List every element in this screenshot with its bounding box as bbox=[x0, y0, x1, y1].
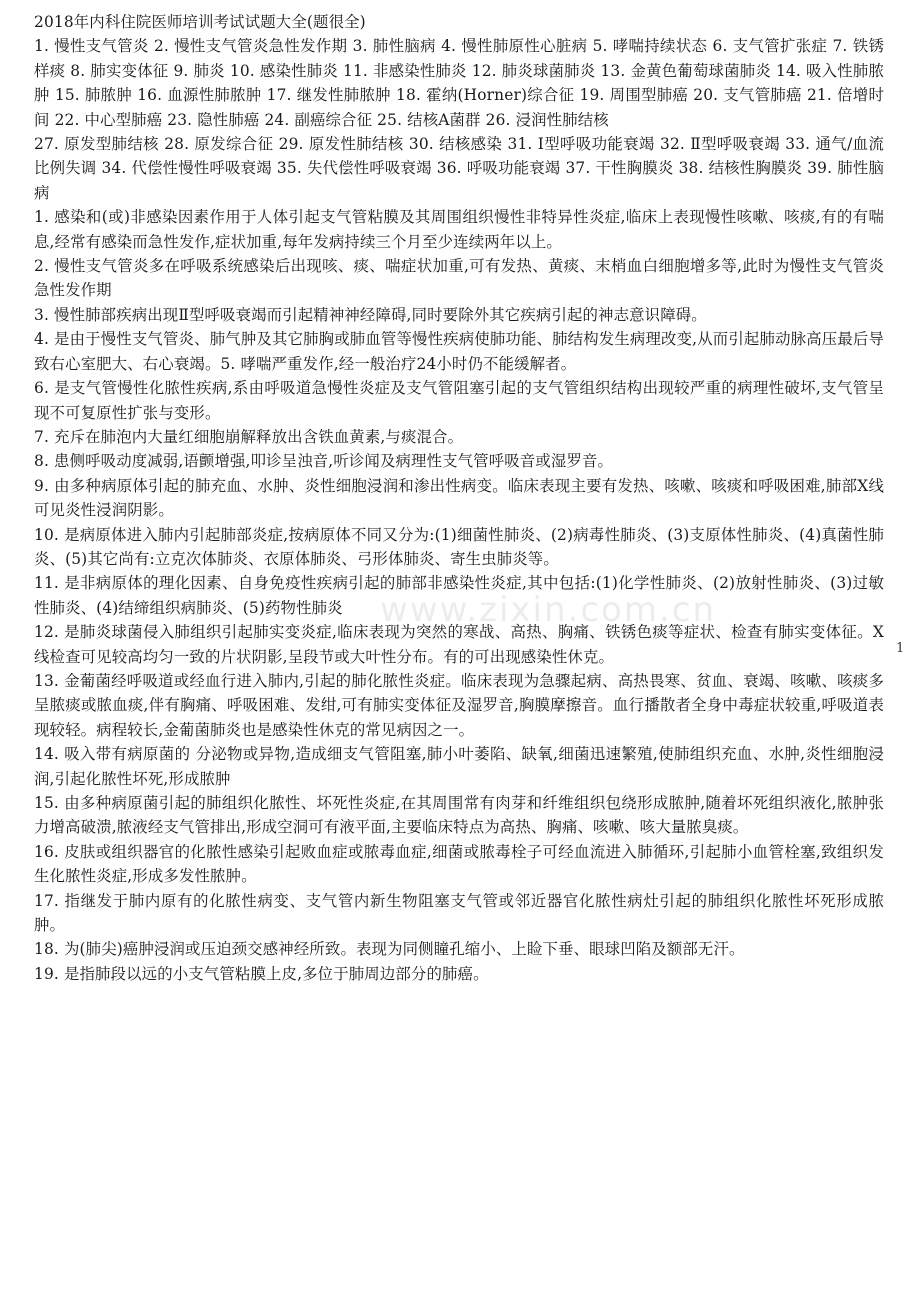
paragraph-answer-10: 10. 是病原体进入肺内引起肺部炎症,按病原体不同又分为:(1)细菌性肺炎、(2)病毒性肺炎、(3)支原体性肺炎、(4)真菌性肺炎、(5)其它尚有:立克次体肺炎、衣原体肺炎、弓形体肺炎、寄生虫肺炎等。 bbox=[34, 525, 884, 568]
paragraph-answer-9: 9. 由多种病原体引起的肺充血、水肿、炎性细胞浸润和渗出性病变。临床表现主要有发热、咳嗽、咳痰和呼吸困难,肺部X线可见炎性浸润阴影。 bbox=[34, 476, 884, 520]
paragraph-answer-15: 15. 由多种病原菌引起的肺组织化脓性、坏死性炎症,在其周围常有肉芽和纤维组织包绕形成脓肿,随着坏死组织液化,脓肿张力增高破溃,脓液经支气管排出,形成空洞可有液平面,主要临床特点为高热、胸痛、咳嗽、咳大量脓臭痰。 bbox=[34, 794, 884, 837]
paragraph-answer-1: 1. 感染和(或)非感染因素作用于人体引起支气管粘膜及其周围组织慢性非特异性炎症,临床上表现慢性咳嗽、咳痰,有的有喘息,经常有感染而急性发作,症状加重,每年发病持续三个月至少连续两年以上。 bbox=[34, 208, 884, 251]
paragraph-terms-1: 1. 慢性支气管炎 2. 慢性支气管炎急性发作期 3. 肺性脑病 4. 慢性肺原性心脏病 5. 哮喘持续状态 6. 支气管扩张症 7. 铁锈样痰 8. 肺实变体征 9. 肺炎 10. 感染性肺炎 11. 非感染性肺炎 12. 肺炎球菌肺炎 13. 金黄色葡萄球菌肺炎 14. 吸入性肺脓肿 15. 肺脓肿 16. 血源性肺脓肿 17. 继发性肺脓肿 18. 霍纳(Horner)综合征 19. 周围型肺癌 20. 支气管肺癌 21. 倍增时间 22. 中心型肺癌 23. 隐性肺癌 24. 副癌综合征 25. 结核A菌群 26. 浸润性肺结核 bbox=[34, 37, 884, 129]
watermark: www.zixin.com.cn bbox=[380, 590, 716, 630]
paragraph-answer-14: 14. 吸入带有病原菌的 分泌物或异物,造成细支气管阻塞,肺小叶萎陷、缺氧,细菌迅速繁殖,使肺组织充血、水肿,炎性细胞浸润,引起化脓性坏死,形成脓肿 bbox=[34, 745, 884, 788]
paragraph-answer-6: 6. 是支气管慢性化脓性疾病,系由呼吸道急慢性炎症及支气管阻塞引起的支气管组织结构出现较严重的病理性破坏,支气管呈现不可复原性扩张与变形。 bbox=[34, 379, 884, 422]
document-body bbox=[34, 10, 884, 986]
paragraph-answer-4-5: 4. 是由于慢性支气管炎、肺气肿及其它肺胸或肺血管等慢性疾病使肺功能、肺结构发生病理改变,从而引起肺动脉高压最后导致右心室肥大、右心衰竭。5. 哮喘严重发作,经一般治疗24小时仍不能缓解者。 bbox=[34, 330, 884, 373]
paragraph-answer-3: 3. 慢性肺部疾病出现Ⅱ型呼吸衰竭而引起精神神经障碍,同时要除外其它疾病引起的神志意识障碍。 bbox=[34, 305, 707, 324]
paragraph-answer-8: 8. 患侧呼吸动度减弱,语颤增强,叩诊呈浊音,听诊闻及病理性支气管呼吸音或湿罗音。 bbox=[34, 452, 614, 471]
paragraph-answer-17: 17. 指继发于肺内原有的化脓性病变、支气管内新生物阻塞支气管或邻近器官化脓性病灶引起的肺组织化脓性坏死形成脓肿。 bbox=[34, 891, 884, 935]
paragraph-answer-13: 13. 金葡菌经呼吸道或经血行进入肺内,引起的肺化脓性炎症。临床表现为急骤起病、高热畏寒、贫血、衰竭、咳嗽、咳痰多呈脓痰或脓血痰,伴有胸痛、呼吸困难、发绀,可有肺实变体征及湿罗音,胸膜摩擦音。血行播散者全身中毒症状较重,呼吸道表现较轻。病程较长,金葡菌肺炎也是感染性休克的常见病因之一。 bbox=[34, 671, 884, 739]
paragraph-answer-11: 11. 是非病原体的理化因素、自身免疫性疾病引起的肺部非感染性炎症,其中包括:(1)化学性肺炎、(2)放射性肺炎、(3)过敏性肺炎、(4)结缔组织病肺炎、(5)药物性肺炎 bbox=[34, 574, 884, 617]
page-number: 1 bbox=[896, 641, 905, 656]
paragraph-answer-2: 2. 慢性支气管炎多在呼吸系统感染后出现咳、痰、喘症状加重,可有发热、黄痰、末梢血白细胞增多等,此时为慢性支气管炎急性发作期 bbox=[34, 257, 884, 300]
paragraph-answer-19: 19. 是指肺段以远的小支气管粘膜上皮,多位于肺周边部分的肺癌。 bbox=[34, 964, 489, 983]
paragraph-answer-12: 12. 是肺炎球菌侵入肺组织引起肺实变炎症,临床表现为突然的寒战、高热、胸痛、铁锈色痰等症状、检查有肺实变体征。X线检查可见较高均匀一致的片状阴影,呈段节或大叶性分布。有的可出现感染性休克。 bbox=[34, 623, 884, 666]
paragraph-answer-7: 7. 充斥在肺泡内大量红细胞崩解释放出含铁血黄素,与痰混合。 bbox=[34, 427, 464, 446]
document-title: 2018年内科住院医师培训考试试题大全(题很全) bbox=[34, 13, 366, 31]
paragraph-terms-2: 27. 原发型肺结核 28. 原发综合征 29. 原发性肺结核 30. 结核感染 31. Ⅰ型呼吸功能衰竭 32. Ⅱ型呼吸衰竭 33. 通气/血流比例失调 34. 代偿性慢性呼吸衰竭 35. 失代偿性呼吸衰竭 36. 呼吸功能衰竭 37. 干性胸膜炎 38. 结核性胸膜炎 39. 肺性脑病 bbox=[34, 135, 884, 202]
paragraph-answer-18: 18. 为(肺尖)癌肿浸润或压迫颈交感神经所致。表现为同侧瞳孔缩小、上睑下垂、眼球凹陷及额部无汗。 bbox=[34, 940, 745, 959]
paragraph-answer-16: 16. 皮肤或组织器官的化脓性感染引起败血症或脓毒血症,细菌或脓毒栓子可经血流进入肺循环,引起肺小血管栓塞,致组织发生化脓性炎症,形成多发性脓肿。 bbox=[34, 842, 884, 886]
